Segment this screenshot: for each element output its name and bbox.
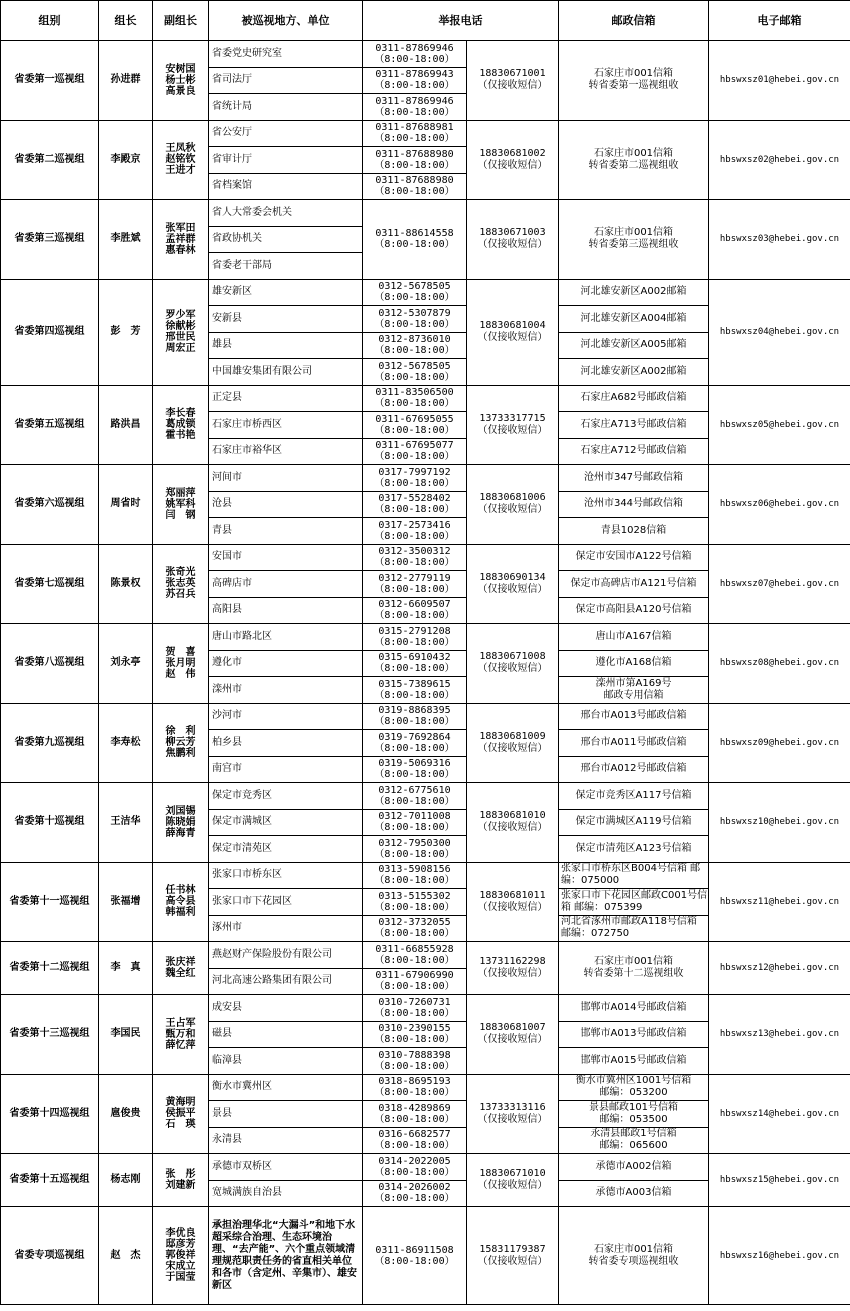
- inspected-unit: 张家口市下花园区: [209, 889, 363, 916]
- unit-phone: 0310-7888398 （8:00-18:00）: [363, 1048, 467, 1075]
- deputy-leaders: 张军田 孟祥群 惠春林: [153, 200, 209, 280]
- unit-phone: 0311-87869946 （8:00-18:00）: [363, 41, 467, 68]
- postal-mailbox: 保定市高碑店市A121号信箱: [559, 571, 709, 598]
- unit-phone: 0312-2779119 （8:00-18:00）: [363, 571, 467, 598]
- unit-phone: 0312-7011008 （8:00-18:00）: [363, 809, 467, 836]
- group-leader: 杨志刚: [99, 1154, 153, 1207]
- inspected-unit: 省人大常委会机关: [209, 200, 363, 227]
- group-leader: 彭 芳: [99, 279, 153, 385]
- postal-mailbox: 石家庄市001信箱 转省委第三巡视组收: [559, 200, 709, 280]
- unit-phone: 0310-2390155 （8:00-18:00）: [363, 1021, 467, 1048]
- inspected-unit: 雄县: [209, 332, 363, 359]
- group-name: 省委第四巡视组: [1, 279, 99, 385]
- unit-phone: 0317-7997192 （8:00-18:00）: [363, 465, 467, 492]
- postal-mailbox: 滦州市第A169号 邮政专用信箱: [559, 677, 709, 704]
- inspected-unit: 保定市竞秀区: [209, 783, 363, 810]
- deputy-leaders: 安树国 杨士彬 高景良: [153, 41, 209, 121]
- unit-phone: 0312-5678505 （8:00-18:00）: [363, 359, 467, 386]
- group-name: 省委第十四巡视组: [1, 1074, 99, 1154]
- deputy-leaders: 王占军 甄万和 薛忆萍: [153, 995, 209, 1075]
- inspected-unit: 中国雄安集团有限公司: [209, 359, 363, 386]
- inspected-unit: 雄安新区: [209, 279, 363, 306]
- table-row: [1, 703, 850, 730]
- group-name: 省委第五巡视组: [1, 385, 99, 465]
- inspected-unit: 省统计局: [209, 94, 363, 121]
- inspected-unit: 省档案馆: [209, 173, 363, 200]
- postal-mailbox: 邢台市A011号邮政信箱: [559, 730, 709, 757]
- inspected-unit: 省委老干部局: [209, 253, 363, 280]
- postal-mailbox: 石家庄市001信箱 转省委第一巡视组收: [559, 41, 709, 121]
- group-name: 省委第十一巡视组: [1, 862, 99, 942]
- header-leader: 组长: [99, 1, 153, 41]
- inspected-unit: 河间市: [209, 465, 363, 492]
- inspected-unit: 宽城满族自治县: [209, 1180, 363, 1207]
- group-leader: 陈景权: [99, 544, 153, 624]
- postal-mailbox: 河北雄安新区A005邮箱: [559, 332, 709, 359]
- unit-phone: 0312-7950300 （8:00-18:00）: [363, 836, 467, 863]
- table-body: [1, 41, 850, 1305]
- unit-phone: 0312-6609507 （8:00-18:00）: [363, 597, 467, 624]
- sms-hotline: 18830681007 （仅接收短信）: [467, 995, 559, 1075]
- inspected-unit: 柏乡县: [209, 730, 363, 757]
- group-name: 省委第二巡视组: [1, 120, 99, 200]
- deputy-leaders: 刘国锡 陈晓娟 薛海青: [153, 783, 209, 863]
- inspected-unit: 张家口市桥东区: [209, 862, 363, 889]
- unit-phone: 0315-7389615 （8:00-18:00）: [363, 677, 467, 704]
- deputy-leaders: 贺 喜 张月明 赵 伟: [153, 624, 209, 704]
- inspected-unit: 省司法厅: [209, 67, 363, 94]
- deputy-leaders: 罗少军 徐献彬 邢世民 周宏正: [153, 279, 209, 385]
- group-email: hbswxsz10@hebei.gov.cn: [709, 783, 850, 863]
- unit-phone: 0311-88614558 （8:00-18:00）: [363, 200, 467, 280]
- postal-mailbox: 邯郸市A014号邮政信箱: [559, 995, 709, 1022]
- postal-mailbox: 石家庄A713号邮政信箱: [559, 412, 709, 439]
- postal-mailbox: 永清县邮政1号信箱 邮编：065600: [559, 1127, 709, 1154]
- inspected-unit: 石家庄市裕华区: [209, 438, 363, 465]
- postal-mailbox: 邢台市A013号邮政信箱: [559, 703, 709, 730]
- group-leader: 王洁华: [99, 783, 153, 863]
- group-email: hbswxsz12@hebei.gov.cn: [709, 942, 850, 995]
- table-row: [1, 385, 850, 412]
- inspected-unit: 保定市满城区: [209, 809, 363, 836]
- group-name: 省委第十二巡视组: [1, 942, 99, 995]
- table-row: [1, 942, 850, 969]
- postal-mailbox: 石家庄A682号邮政信箱: [559, 385, 709, 412]
- group-leader: 扈俊贵: [99, 1074, 153, 1154]
- postal-mailbox: 河北雄安新区A002邮箱: [559, 359, 709, 386]
- group-email: hbswxsz15@hebei.gov.cn: [709, 1154, 850, 1207]
- inspected-unit: 正定县: [209, 385, 363, 412]
- inspected-unit: 沧县: [209, 491, 363, 518]
- postal-mailbox: 石家庄市001信箱 转省委第二巡视组收: [559, 120, 709, 200]
- unit-phone: 0311-87688980 （8:00-18:00）: [363, 147, 467, 174]
- deputy-leaders: 李优良 邸彦芳 郭俊祥 宋成立 于国莹: [153, 1207, 209, 1305]
- deputy-leaders: 徐 利 柳云芳 焦鹏利: [153, 703, 209, 783]
- inspected-unit: 承德市双桥区: [209, 1154, 363, 1181]
- sms-hotline: 13733317715 （仅接收短信）: [467, 385, 559, 465]
- deputy-leaders: 郑丽萍 姚军科 闫 钢: [153, 465, 209, 545]
- group-leader: 张福增: [99, 862, 153, 942]
- inspected-unit: 涿州市: [209, 915, 363, 942]
- inspected-unit: 燕赵财产保险股份有限公司: [209, 942, 363, 969]
- table-row: [1, 200, 850, 227]
- unit-phone: 0315-2791208 （8:00-18:00）: [363, 624, 467, 651]
- sms-hotline: 18830681002 （仅接收短信）: [467, 120, 559, 200]
- group-leader: 李寿松: [99, 703, 153, 783]
- group-leader: 赵 杰: [99, 1207, 153, 1305]
- sms-hotline: 18830671008 （仅接收短信）: [467, 624, 559, 704]
- unit-phone: 0314-2026002 （8:00-18:00）: [363, 1180, 467, 1207]
- group-name: 省委第八巡视组: [1, 624, 99, 704]
- postal-mailbox: 衡水市冀州区1001号信箱 邮编：053200: [559, 1074, 709, 1101]
- group-name: 省委第一巡视组: [1, 41, 99, 121]
- inspected-unit: 衡水市冀州区: [209, 1074, 363, 1101]
- inspected-unit: 临漳县: [209, 1048, 363, 1075]
- postal-mailbox: 石家庄市001信箱 转省委专项巡视组收: [559, 1207, 709, 1305]
- table-row: [1, 624, 850, 651]
- header-hotline: 举报电话: [363, 1, 559, 41]
- inspected-unit: 河北高速公路集团有限公司: [209, 968, 363, 995]
- inspected-unit: 成安县: [209, 995, 363, 1022]
- group-email: hbswxsz04@hebei.gov.cn: [709, 279, 850, 385]
- group-email: hbswxsz01@hebei.gov.cn: [709, 41, 850, 121]
- inspected-unit: 省公安厅: [209, 120, 363, 147]
- unit-phone: 0314-2022005 （8:00-18:00）: [363, 1154, 467, 1181]
- group-leader: 路洪昌: [99, 385, 153, 465]
- postal-mailbox: 邯郸市A013号邮政信箱: [559, 1021, 709, 1048]
- group-leader: 孙进群: [99, 41, 153, 121]
- group-leader: 李殿京: [99, 120, 153, 200]
- inspected-unit: 南宫市: [209, 756, 363, 783]
- postal-mailbox: 承德市A003信箱: [559, 1180, 709, 1207]
- inspected-unit: 唐山市路北区: [209, 624, 363, 651]
- inspected-unit: 安国市: [209, 544, 363, 571]
- sms-hotline: 18830681004 （仅接收短信）: [467, 279, 559, 385]
- unit-phone: 0311-67695055 （8:00-18:00）: [363, 412, 467, 439]
- unit-phone: 0318-4289869 （8:00-18:00）: [363, 1101, 467, 1128]
- group-name: 省委第三巡视组: [1, 200, 99, 280]
- group-email: hbswxsz09@hebei.gov.cn: [709, 703, 850, 783]
- postal-mailbox: 唐山市A167信箱: [559, 624, 709, 651]
- group-name: 省委专项巡视组: [1, 1207, 99, 1305]
- inspected-unit: 高阳县: [209, 597, 363, 624]
- unit-phone: 0311-67695077 （8:00-18:00）: [363, 438, 467, 465]
- table-row: [1, 862, 850, 889]
- header-group: 组别: [1, 1, 99, 41]
- inspected-unit: 省委党史研究室: [209, 41, 363, 68]
- postal-mailbox: 保定市竞秀区A117号信箱: [559, 783, 709, 810]
- group-leader: 李国民: [99, 995, 153, 1075]
- deputy-leaders: 王凤秋 赵铭钦 王进才: [153, 120, 209, 200]
- postal-mailbox: 石家庄A712号邮政信箱: [559, 438, 709, 465]
- unit-phone: 0313-5155302 （8:00-18:00）: [363, 889, 467, 916]
- unit-phone: 0313-5908156 （8:00-18:00）: [363, 862, 467, 889]
- postal-mailbox: 沧州市347号邮政信箱: [559, 465, 709, 492]
- postal-mailbox: 河北省涿州市邮政A118号信箱 邮编：072750: [559, 915, 709, 942]
- sms-hotline: 18830671003 （仅接收短信）: [467, 200, 559, 280]
- postal-mailbox: 张家口市桥东区B004号信箱 邮编：075000: [559, 862, 709, 889]
- group-email: hbswxsz02@hebei.gov.cn: [709, 120, 850, 200]
- group-leader: 李胜斌: [99, 200, 153, 280]
- sms-hotline: 18830681009 （仅接收短信）: [467, 703, 559, 783]
- unit-phone: 0317-5528402 （8:00-18:00）: [363, 491, 467, 518]
- group-name: 省委第九巡视组: [1, 703, 99, 783]
- inspected-unit: 安新县: [209, 306, 363, 333]
- postal-mailbox: 河北雄安新区A004邮箱: [559, 306, 709, 333]
- table-row: [1, 41, 850, 68]
- group-name: 省委第七巡视组: [1, 544, 99, 624]
- unit-phone: 0312-3500312 （8:00-18:00）: [363, 544, 467, 571]
- postal-mailbox: 景县邮政101号信箱 邮编：053500: [559, 1101, 709, 1128]
- postal-mailbox: 河北雄安新区A002邮箱: [559, 279, 709, 306]
- header-deputy: 副组长: [153, 1, 209, 41]
- inspected-unit: 青县: [209, 518, 363, 545]
- table-row: [1, 120, 850, 147]
- postal-mailbox: 青县1028信箱: [559, 518, 709, 545]
- table-row: [1, 1074, 850, 1101]
- unit-phone: 0311-66855928 （8:00-18:00）: [363, 942, 467, 969]
- unit-phone: 0311-87688980 （8:00-18:00）: [363, 173, 467, 200]
- sms-hotline: 18830681011 （仅接收短信）: [467, 862, 559, 942]
- inspected-unit: 滦州市: [209, 677, 363, 704]
- unit-phone: 0316-6682577 （8:00-18:00）: [363, 1127, 467, 1154]
- inspected-unit: 景县: [209, 1101, 363, 1128]
- inspected-unit: 石家庄市桥西区: [209, 412, 363, 439]
- unit-phone: 0315-6910432 （8:00-18:00）: [363, 650, 467, 677]
- postal-mailbox: 保定市安国市A122号信箱: [559, 544, 709, 571]
- group-email: hbswxsz07@hebei.gov.cn: [709, 544, 850, 624]
- sms-hotline: 18830671010 （仅接收短信）: [467, 1154, 559, 1207]
- sms-hotline: 18830681010 （仅接收短信）: [467, 783, 559, 863]
- unit-phone: 0312-5678505 （8:00-18:00）: [363, 279, 467, 306]
- sms-hotline: 18830681006 （仅接收短信）: [467, 465, 559, 545]
- table-row: [1, 783, 850, 810]
- postal-mailbox: 承德市A002信箱: [559, 1154, 709, 1181]
- group-leader: 周省时: [99, 465, 153, 545]
- postal-mailbox: 邯郸市A015号邮政信箱: [559, 1048, 709, 1075]
- inspected-unit: 磁县: [209, 1021, 363, 1048]
- group-email: hbswxsz11@hebei.gov.cn: [709, 862, 850, 942]
- postal-mailbox: 保定市高阳县A120号信箱: [559, 597, 709, 624]
- inspected-unit: 高碑店市: [209, 571, 363, 598]
- deputy-leaders: 任书林 高令县 韩福利: [153, 862, 209, 942]
- inspected-unit: 保定市清苑区: [209, 836, 363, 863]
- unit-phone: 0319-5069316 （8:00-18:00）: [363, 756, 467, 783]
- sms-hotline: 18830690134 （仅接收短信）: [467, 544, 559, 624]
- deputy-leaders: 张奇光 张志英 苏召兵: [153, 544, 209, 624]
- header-mailbox: 邮政信箱: [559, 1, 709, 41]
- sms-hotline: 15831179387 （仅接收短信）: [467, 1207, 559, 1305]
- table-row: [1, 995, 850, 1022]
- inspected-unit: 承担治理华北“大漏斗”和地下水超采综合治理、生态环境治理、“去产能”、六个重点领域清理规范职责任务的省直相关单位和各市（含定州、辛集市）、雄安新区: [209, 1207, 363, 1305]
- group-name: 省委第十巡视组: [1, 783, 99, 863]
- table-row: [1, 544, 850, 571]
- deputy-leaders: 张庆祥 魏全红: [153, 942, 209, 995]
- header-row: [1, 1, 850, 41]
- group-email: hbswxsz14@hebei.gov.cn: [709, 1074, 850, 1154]
- table-row: [1, 465, 850, 492]
- unit-phone: 0311-67906990 （8:00-18:00）: [363, 968, 467, 995]
- postal-mailbox: 张家口市下花园区邮政C001号信箱 邮编：075399: [559, 889, 709, 916]
- deputy-leaders: 李长春 葛成锁 霍书艳: [153, 385, 209, 465]
- group-leader: 李 真: [99, 942, 153, 995]
- unit-phone: 0310-7260731 （8:00-18:00）: [363, 995, 467, 1022]
- group-email: hbswxsz05@hebei.gov.cn: [709, 385, 850, 465]
- unit-phone: 0312-5307879 （8:00-18:00）: [363, 306, 467, 333]
- postal-mailbox: 保定市满城区A119号信箱: [559, 809, 709, 836]
- postal-mailbox: 遵化市A168信箱: [559, 650, 709, 677]
- header-unit: 被巡视地方、单位: [209, 1, 363, 41]
- group-email: hbswxsz13@hebei.gov.cn: [709, 995, 850, 1075]
- table-row: [1, 279, 850, 306]
- group-email: hbswxsz06@hebei.gov.cn: [709, 465, 850, 545]
- group-email: hbswxsz08@hebei.gov.cn: [709, 624, 850, 704]
- inspected-unit: 省政协机关: [209, 226, 363, 253]
- unit-phone: 0312-8736010 （8:00-18:00）: [363, 332, 467, 359]
- sms-hotline: 13733313116 （仅接收短信）: [467, 1074, 559, 1154]
- header-email: 电子邮箱: [709, 1, 850, 41]
- sms-hotline: 13731162298 （仅接收短信）: [467, 942, 559, 995]
- inspected-unit: 永清县: [209, 1127, 363, 1154]
- sms-hotline: 18830671001 （仅接收短信）: [467, 41, 559, 121]
- unit-phone: 0311-87869946 （8:00-18:00）: [363, 94, 467, 121]
- group-name: 省委第十三巡视组: [1, 995, 99, 1075]
- postal-mailbox: 沧州市344号邮政信箱: [559, 491, 709, 518]
- table-row: [1, 1154, 850, 1181]
- deputy-leaders: 张 彤 刘建新: [153, 1154, 209, 1207]
- group-name: 省委第十五巡视组: [1, 1154, 99, 1207]
- group-email: hbswxsz03@hebei.gov.cn: [709, 200, 850, 280]
- unit-phone: 0317-2573416 （8:00-18:00）: [363, 518, 467, 545]
- unit-phone: 0319-8868395 （8:00-18:00）: [363, 703, 467, 730]
- group-email: hbswxsz16@hebei.gov.cn: [709, 1207, 850, 1305]
- unit-phone: 0311-83506500 （8:00-18:00）: [363, 385, 467, 412]
- unit-phone: 0319-7692864 （8:00-18:00）: [363, 730, 467, 757]
- unit-phone: 0311-87688981 （8:00-18:00）: [363, 120, 467, 147]
- unit-phone: 0318-8695193 （8:00-18:00）: [363, 1074, 467, 1101]
- postal-mailbox: 邢台市A012号邮政信箱: [559, 756, 709, 783]
- unit-phone: 0312-6775610 （8:00-18:00）: [363, 783, 467, 810]
- inspected-unit: 沙河市: [209, 703, 363, 730]
- deputy-leaders: 黄海明 侯振平 石 瑛: [153, 1074, 209, 1154]
- postal-mailbox: 石家庄市001信箱 转省委第十二巡视组收: [559, 942, 709, 995]
- inspected-unit: 省审计厅: [209, 147, 363, 174]
- table-row: [1, 1207, 850, 1305]
- group-name: 省委第六巡视组: [1, 465, 99, 545]
- unit-phone: 0312-3732055 （8:00-18:00）: [363, 915, 467, 942]
- unit-phone: 0311-86911508 （8:00-18:00）: [363, 1207, 467, 1305]
- group-leader: 刘永亭: [99, 624, 153, 704]
- postal-mailbox: 保定市清苑区A123号信箱: [559, 836, 709, 863]
- inspected-unit: 遵化市: [209, 650, 363, 677]
- unit-phone: 0311-87869943 （8:00-18:00）: [363, 67, 467, 94]
